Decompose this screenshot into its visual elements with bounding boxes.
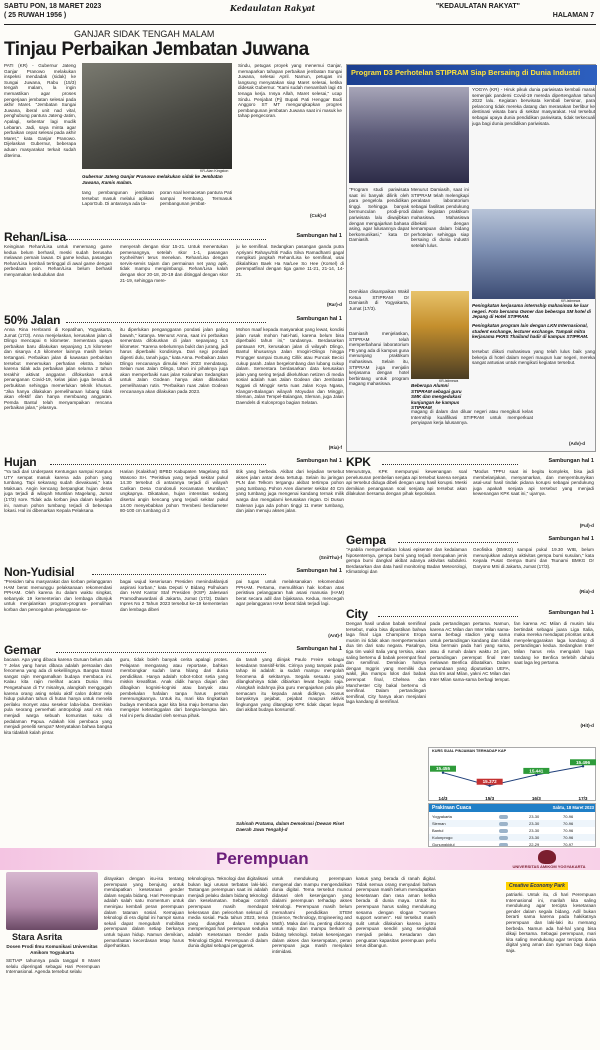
section-sign: (Ant)-f <box>328 633 342 638</box>
stipram-caption-3: Beberapa Alumni STIPRAM sebagai guru SMK dan mengedukasi kunjungan ke kampus STIPRAM <box>411 383 462 411</box>
stipram-caption-2: Peningkatan kerjasama internship mahasiswa ke luar negeri. Foto bersama Owner dan beberapa SM hotel di Jepang di Hotel STIPRAM. <box>472 303 591 320</box>
section-col1: bacaan. Apa yang dibaca karena Guruan belum ada ? Jelas yang harus dibaca adalah persoalan dan fenomena yang ada di sekelilingnya. Bangsa Barat sangat rajin mengamalkan budaya membaca ini. Kalau kita rajin melihat acara Dunia Ilmu Pengetahuan di TV misalnya, alangkah menggugah karena orang asing selalu aktif calon doktor rela hidup puluhan tahun di hutan hanya untuk meneliti perilaku monyet atau sesekor laba-laba. Demikian pula seorang pemerhati antropologi asal AS rela menjadi warga sebuah komunitas suku di pedalaman Papua. Adakah kini pembaca yang menjadi peneliti serupa? Menyatakan bahwa bangsa kita tidaklah kalah pintar. <box>4 657 112 735</box>
weather-humidity: 70-96 <box>563 828 574 833</box>
stipram-advertorial <box>346 64 596 452</box>
section-col2: bagai wujud keseriusan Presiden menindaklanjuti aspirasi korban," kata Deputi V Bidang Polhukam dan HAM Kantor Staf Presiden (KSP) Jaleswari Pramodhawardani di Jakarta, Jumat (17/3). Dalam Inpres No 2 Tahun 2023 tersebut ke-19 kementerian dan lembaga diberi <box>120 579 228 612</box>
section-col2: itu diperlukan penganggaran pondasi jalan paling bawah," katanya. Menurut Anna, saat ini perbaikan sementara difokuskan di jalan sepanjang 1,5 kilometer. "Karena sebelumnya bukit dan jurang, jadi harus diperbaiki kondisinya. Dari segi pondasi digenti dulu, tanah juga," kata Anna. Perbaikan Jalan Dlingo rencananya dimulai Mei 2023 mendatang. Selain ruas Jalan Dlingo, tahun ini pihaknya juga akan memperbaiki ruas jalan Kalurahan Sedangkan untuk Jalan Godean hanya akan dilakukan pemeliharaan rutin. "Perbaikan ruas Jalan Godean rencananya akan dilakukan pada 2023. <box>120 327 228 394</box>
section-50-jalan <box>4 313 344 453</box>
page-header <box>0 0 600 28</box>
section-col3: ju ke semifinal. Sedangkan pasangan ganda putra Apriyani Rahayu/Siti Fadia Silva Ramadhanti gagal mengikuti jangkah Rehan/Lisa ke semifinal, usai dikalahkan Baek Ha Na/Lee So Hee (Korsel) di perempatfinal dengan tiga game 11-21, 21-14, 14-21. <box>236 244 344 277</box>
section-col3: pai tugas untuk melaksanakan rekomendasi PPHAM. Pertama, memulihkan hak korban atas peristiwa pelanggaran hak asasi manusia (HAM) berat secara adil dan bijaksana. Kedua, mencegah agar pelanggaran HAM berat tidak terjadi lagi. <box>236 579 344 607</box>
weather-city: Kulonprogo <box>432 835 453 840</box>
section-col2: pada pertandingan pertama. Namun, karena AC Milan dan Inter Milan sama-sama berbagi stadion yang sama untuk pertandingan kandang dan tidak bisa bermain pada hari yang sama, atau di rumah dalam waktu 24 jam, pertandingan perempat final Inter melawan Benfica dibatalkan. Dalam penundaan yang diputuskan UEFA, dua tim asal Milan, yakni AC Milan dan Inter Milan sama-sama berbagi tempat. <box>430 621 510 682</box>
weather-city: Sleman <box>432 821 446 826</box>
section-col1: Anna Rina Herbranti di Kepatihan, Yogyakarta, Jumat (17/3). Anna menjelaskan, kerusakan jalan di Dlingo mencapai 6 kilometer. Sementara upaya perbaikan baru dilakukan sepanjang 1,5 kilometer dan sisanya 4,5 kilometer lainnya masih belum tertangani. Perbaikan jalan di kawasan perbukitan tersebut menemukan perhatian ekstra. Selain karena tidak ada perbaikan jalan selama 2 tahun terakhir aktivat anggaran difokuskan untuk penanganan Covid-19, kelas jalan juga berada di perbukitan sehingga memerlukan teknik khusus. "Jika hanya dilakukan pemeliharaan lubang tidak akan efektif dan hanya membuang anggaran. Pemda Bantul telah menyampaikan rencana perbaikan jalan," jelasnya. <box>4 327 112 411</box>
section-gemar <box>4 643 344 843</box>
author-name: Stara Asrita <box>12 932 63 942</box>
weather-temp: 22-29 <box>529 842 540 847</box>
stipram-right-col: tersebut diikuti mahasiswa yang telah lulus baik yang bekerja di hotel dalam negeri maupun luar negeri, mereka sangat antusias untuk mengikuti kegiatan tersebut. <box>472 349 595 366</box>
section-col1: Keinginan Rehan/Lisa untuk menemang game kedua belum berhasil, meski sudah berusaha melawan pemain lawan. Di game kedua, pasangan Rehan/Lisa kembali tertinggal di awal game dengan perbedaan poin. Rehan/Lisa belum berhasil menyamakan kedudukan dan <box>4 244 112 277</box>
section-title: Rehan/Lisa <box>4 230 67 244</box>
section-rehan-lisa <box>4 230 344 312</box>
section-col3: titik yang berbeda. Akibat dari kejadian tersebut akses jalan antar desa tertutup. Selain itu jaringan PLN dan Telkom tergangu akibat tertimpa pohon yang tumbang. Pohon Aren diameter sekitar 40 Cm yang tumbang juga mengenai kandang ternak milik warga dan mengalami kerusakan ringan. Di Dusun Dalenan juga ada pohon tinggi 11 meter tumbang, dan jalan menuju akses jalan. <box>236 469 344 514</box>
section-leader <box>50 464 266 465</box>
lead-col2: Sindu, petugas proyek yang menemui Ganjar, memaparkan tahapan perbaikan jembatan Sungai Juwana, selesai April. Namun, petugas ini langsung menyatakan siap Maret selesai, ketika didesak Gubernur. "Kami sudah menambah lagi 45 tenaga kerja. Insya Allah, Maret selesai," ucap Sindu. Penjabat (Pj) Bupati Pati Henggar Budi Anggoro ST MT mengungkapkan progres pembangunan jembatan Juwana saat ini masuk ke tahap pengecoran. <box>238 63 342 119</box>
perempuan-col6: patriarki. Untuk itu, di hari Perempuan Internasional ini, marilah kita saling mendukung agar tercipta kesetaraan gender dalam segala bidang. Adil bukan berarti sama karena pada hakikatnya perempuan dan laki-laki itu memang berbeda. Namun ada hal-hal yang bisa dikaji bersama. Sebagai perempuan, mari kita saling mendukung agar tercipta dunia digital yang aman dan nyaman bagi siapa saja. <box>506 892 596 953</box>
section-tag: Sambungan hal 1 <box>296 316 342 322</box>
section-col2: Harian (Kalakhar) BPBD Kabupaten Magelang Edi Wasono SH. "Peristiwa yang terjadi sekitar pukul 14.30 tersebut di antaranya terjadi di wilayah Carikan Desa Gondosuli Kecamatan Muntilan," ungkapnya. Dikatakan, hujan intensitas sedang disertai angin kencang yang terjadi sekitar pukul 14.00 menyebabkan pohon Trembesi berdiameter 80-100 cm tumbang di 3 <box>120 469 228 514</box>
stipram-title: Program D3 Perhotelan STIPRAM Siap Bersaing di Dunia Industri <box>351 68 581 77</box>
section-tag: Sambungan hal 1 <box>548 536 594 542</box>
stipram-banner <box>347 65 597 85</box>
stipram-credit-3: KR-Istimewa <box>439 379 459 383</box>
header-hijri: ( 25 RUWAH 1956 ) <box>4 12 67 19</box>
section-hujan <box>4 455 344 563</box>
section-col1: "Apabila memperhatikan lokasi episenter dan kedalaman hiposenternya, gempa bumi yang terjadi merupakan jenis gempa bumi dangkal akibat adanya aktivitas subduksi. Berdasarkan dan data hasil monitoring Badan Meteorologi, Klimatologi dan <box>346 547 467 575</box>
weather-cloud-icon <box>499 822 508 826</box>
stipram-caption-1: Peningkatan program lain dengan LKN Internasional, student exchange, lecturer exchange. Tampak mitra kerjasama PKRS Thailand hadir di kampus STIPRAM. <box>472 323 589 340</box>
section-col3: da tanah yang diinjak Paulo Freire sebagai kesadaran transitif-kritis. Cirinya yang tampak pada tahap ini adalah: ia sudah mampu mengolah fenomena di sekitarnya. Segala sesuatu yang dilangkahinya tidak dibiarkan lewat begitu saja. Alangkah indahnya jika guru mengajarkan pola pikir semacam itu kepada anak didiknya. Kasus banyaknya pejabat, pejabat maupun aktivis lingkungan yang ditangkap KPK tidak dapat lepas dari akibat budaya konsumtif. <box>236 657 344 713</box>
section-col1: "Presiden tahu masyarakat dan korban pelanggaran HAM berat memunggu pelaksanaan rekomendasi PPHAM. Oleh karena itu dalam waktu singkat, sebanyak 19 kementerian dan lembaga ditunjuk untuk menjalankan program-program pemulihan korban dan pencegahan pelanggaran se- <box>4 579 112 612</box>
section-leader <box>66 239 266 240</box>
section-title: 50% Jalan <box>4 313 61 327</box>
section-leader <box>378 616 518 617</box>
lead-under1: tang pembangunan jembatan tersebut masuk melalui aplikasi LaporGub. Di antaranya ada ta- <box>82 190 154 207</box>
weather-row <box>429 820 596 827</box>
weather-city: Yogyakarta <box>432 814 452 819</box>
section-sign: Sahinah Pratama, dalam Demokrasi (Dewan Riset Daerah Jawa Tengah)-d <box>236 821 344 832</box>
section-title: Non-Yudisial <box>4 565 75 579</box>
section-non-yudisial <box>4 565 344 641</box>
weather-panel <box>428 803 596 847</box>
weather-humidity: 70-96 <box>563 821 574 826</box>
weather-cloud-icon <box>499 836 508 840</box>
perempuan-ad-logo <box>500 850 596 880</box>
lead-article <box>4 29 344 229</box>
section-leader <box>398 542 518 543</box>
section-tag: Sambungan hal 1 <box>296 458 342 464</box>
section-leader <box>56 652 266 653</box>
header-rule <box>4 24 596 25</box>
section-title: City <box>346 607 368 621</box>
stipram-text5: Damiasih menjelaskan, STIPRAM telah memperbaharui laboratorium FB yang ada di kampus guna menunjang praktikum mahasiswa. Selain itu, STIPRAM juga menjalin kerjasama dengan hotel berbintang untuk program magang mahasiswa. <box>349 331 409 387</box>
header-page: HALAMAN 7 <box>552 12 594 19</box>
section-sign: (Hit)-d <box>580 723 594 728</box>
amikom-emblem-icon <box>538 850 556 864</box>
stipram-photo-2 <box>472 209 595 299</box>
perempuan-col2: dirayakan dengan isu-isu tentang perempuan yang berujung untuk mendapatkan kesetaraan gender dalam segala bidang. Hari Perempuan adalah salah satu momentum untuk meninjau kembali peran perempuan dalam tatanan sosial. Kemajuan teknologi di era digital ini hampir sama sekali dapat mengubah mobilitas perempuan dalam setiap berkarya untuk tujuan hidup. Namun demikian, pemanfaatan kecerdasan tetap harus diperhatikan. <box>104 876 184 949</box>
stipram-photo-3 <box>411 291 469 379</box>
weather-temp: 23-30 <box>529 821 540 826</box>
stipram-close: magang di dalam dan diluar negeri atau mengikuti kelas Internship kualifikasi STIPRAM untuk memperkuat penyiapan kerja lulusannya. <box>411 409 533 426</box>
section-title: Hujan <box>4 455 37 469</box>
kurs-point <box>582 765 584 767</box>
section-col2: menyerah dengan skor 15-21. Untuk menentukan pemenangnya, setelah skor 1-1, pasangan Kyohei/Neri terus menekan. Rehan/Lisa dengan servis-servis tajam dan permainan net yang apik, tidak mampu mengimbangi. Rehan/Lisa kalah dengan skor 20-18, 20-19 dan ditinggal dengan skor 21-19, sehingga mere- <box>120 244 228 283</box>
kurs-point <box>535 774 537 776</box>
section-col2: guru, tidak boleh banyak cerita apalagi protes. Pelajaran mengarang atau reportase, bahkan membongkar sudah lama hilang dari dunia pendidikan. Hanya adalah robot-robot setia yang miskin kreatifitas. Anak didik hanya diajari dan dibagikan kognisi-kognisi atau banyak atau pembekalan hafalan tanpa harus pernah merenungkannya. Untuk itu, mari kita tingkatkan budaya membaca agar kita bisa maju bersama dan mengejar ketertinggalan dari bangsa-bangsa lain. Hal ini perlu disadari oleh semua pihak. <box>120 657 228 718</box>
kurs-panel <box>428 747 596 801</box>
kurs-day-label: 16/3 <box>531 796 541 801</box>
section-kpk <box>346 455 596 531</box>
perempuan-col5: kasus yang berada di ranah digital. Tidak semua orang menyadari bahwa perempuan masih belum mendapatkan kesetaraan dan rasa aman ketika berada di dunia maya. Untuk itu perempuan harus saling mendukung sesama dengan slogan "women support women". Hal tersebut masih sulit untuk dilakukan karena justru perempuan sendiri yang seringkali menjadi pelaku. Kesadaran dan penguatan kapasitas perempuan perlu terus dibangun. <box>356 876 436 949</box>
kurs-value-label: 15.441 <box>529 768 544 774</box>
stipram-text1: YOGYA (KR) - Hiruk pikuk dunia pariwisata kembali marak semenjak pandemi Covid-19 mereda dipertengahan tahun 2022 lalu. Kegiatan berwisata kembali bersinar, para pelancong tidak mereka datang dan merasakan berlibur ke destinasi wisata baru di sekitar masyarakat. Hal tersebut sebagai upaya dunia pendidikan pariwisata, tidak terkecuali juga bagi dunia pendidikan pariwisata. <box>472 87 595 126</box>
kurs-chart <box>429 754 597 802</box>
section-sign: (Ria)-f <box>328 445 342 450</box>
lead-photo-credit: KR-Alan Kingston <box>200 169 229 173</box>
section-col1: Menurutnya, KPK mempunyai kewenangan soal penelusuran pembelian senjata api tersebut karena senjata api tersebut diduga dibeli dengan uang hasil korupsi. Meski demikian penanganan soal senjata api tersebut akan dilakukan bersama dengan pihak kepolisian. <box>346 469 467 497</box>
kurs-point <box>488 785 490 787</box>
stipram-text3: Menurut Damiasih, saat ini STIPRAM telah melengkapi peralatan laboratorium sebagai fasilitas pendukung dalam kegiatan praktikum mahasiswa. Mahasiswa dibekali dengan kemampuan dalam bidang perhotelan sehingga siap bersaing di dunia industri setelah lulus. <box>411 187 469 248</box>
weather-humidity: 70-96 <box>563 835 574 840</box>
kurs-day-label: 15/3 <box>485 796 495 801</box>
section-tag: Sambungan hal 1 <box>296 568 342 574</box>
section-leader <box>92 574 266 575</box>
section-tag: Sambungan hal 1 <box>296 646 342 652</box>
weather-city: Bantul <box>432 828 444 833</box>
stipram-credit-2: KR-Istimewa <box>561 299 581 303</box>
section-sign: (Ria)-d <box>579 589 594 594</box>
section-col1: Dengan hasil undian babak semifinal tersebut, maka bisa dipastikan bahwa laga final Liga Champions Eropa musim ini tidak akan mempertemukan dua tim dari satu negara. Pasalnya, tiga tim wakil Italia yang tersisa, akan saling bertemu di babak perempat final dan semifinal. Demikian halnya dengan Inggris yang memiliki dua wakil, jika mampu lolos dari babak perempat final, Chelsea dan Manchester City bakal bertemu di semifinal. Dalam pertandingan semifinal, City hanya akan menjalani laga kandang di semifinal. <box>346 621 426 705</box>
perempuan-section <box>0 848 600 1050</box>
header-tagline: "KEDAULATAN RAKYAT" <box>435 3 520 10</box>
lead-photo <box>82 63 232 169</box>
stipram-text4: Demikian disampaikan Wakil Ketua STIPRAM Dr Damiasih di Yogyakarta, Jumat (17/3). <box>349 289 409 311</box>
perempuan-title: Perempuan <box>216 849 309 868</box>
lead-title: Tinjau Perbaikan Jembatan Juwana <box>4 39 309 60</box>
section-sign: (Rar)-d <box>326 302 342 307</box>
kurs-day-label: 17/3 <box>578 796 588 801</box>
stipram-text2: "Program studi pariwisata saat ini banyak dilirik oleh para pengelola pendidikan tinggi. Sehingga banyak bermunculan prodi-prodi pariwisata lalu diwajibkan dengan mengajarkan bahasa asing, agar lulusannya dapat berkomunikasi," kata Dr Damiasih. <box>349 187 409 243</box>
kurs-day-label: 14/3 <box>438 796 448 801</box>
section-tag: Sambungan hal 1 <box>548 458 594 464</box>
section-sign: (Ful)-d <box>579 523 594 528</box>
section-col2: Geofisika (BMKG) sampai pukul 19.30 WIB, belum menunjukkan adanya aktivitas gempa bumi susulan," kata Kepala Pusat Gempa Bumi dan Tsunami BMKG Dr Daryono MSi di Jakarta, Jumat (17/3). <box>473 547 594 569</box>
section-col3: fan karena AC Milan di musim lalu bertindak sebagai juara Liga Italia, maka mereka mendapat prioritas untuk menyelenggarakan laga kandang di pertandingan kedua. Sedangkan Inter Milan harus rela mengalah laga tandang ke Benfica terlebih dahulu saat laga leg pertama. <box>514 621 594 666</box>
weather-humidity: 70-96 <box>563 814 574 819</box>
weather-row <box>429 827 596 834</box>
weather-row <box>429 813 596 820</box>
amikom-title: UNIVERSITAS AMIKOM YOGYAKARTA <box>512 864 586 869</box>
weather-cloud-icon <box>499 843 508 847</box>
perempuan-col3: teknologinya. Teknologi dan digitalisasi bukan lagi urusan terbatas laki-laki. Tantangan perempuan saat ini adalah menjadi pelaku dalam bidang teknologi dan keselamatan. Sebagai contoh perempuan masih mendapat kekerasan dan pelecehan seksual di media sosial. Pada tahun 2023, tema yang diangkat dalam rangka memperingati hari perempuan sedunia adalah Kesetaraan Gender pada Teknologi Digital. Perempuan di dalam dunia digital sebagai penggerak. <box>188 876 268 949</box>
weather-header <box>429 804 596 812</box>
stipram-photo-1 <box>349 87 469 183</box>
perempuan-intro: SETIAP tahunnya pada tanggal 8 Maret selalu diperingati sebagai Hari Perempuan Internasional. Agenda tersebut selalu <box>6 958 100 975</box>
section-leader <box>382 464 518 465</box>
section-city <box>346 607 596 759</box>
weather-city: Gunungkidul <box>432 842 455 847</box>
section-leader <box>66 322 266 323</box>
section-gempa <box>346 533 596 605</box>
weather-row <box>429 834 596 841</box>
kurs-title: KURS SUAL PINJAMAN TERHADAP KAP <box>432 749 507 753</box>
section-title: Gemar <box>4 643 42 657</box>
kurs-point <box>442 772 444 774</box>
header-date: SABTU PON, 18 MARET 2023 <box>4 3 102 10</box>
section-tag: Sambungan hal 1 <box>548 610 594 616</box>
weather-table <box>429 813 596 847</box>
lead-sign: (Cuk)-d <box>310 213 327 218</box>
section-sign: (Sni/Tha)-f <box>319 555 342 560</box>
kurs-value-label: 15.496 <box>575 759 591 765</box>
weather-cloud-icon <box>499 829 508 833</box>
author-role: Dosen Prodi Ilmu Komunikasi Universitas Amikom Yogyakarta <box>6 944 98 955</box>
section-tag: Sambungan hal 1 <box>296 233 342 239</box>
kurs-line <box>443 766 583 785</box>
lead-kicker: GANJAR SIDAK TENGAH MALAM <box>74 29 215 39</box>
weather-row <box>429 841 596 847</box>
lead-under2: poran soal kemacetan pantura Pati sampai Rembang. Termasuk pembangunan jembat- <box>160 190 232 207</box>
weather-temp: 23-30 <box>529 835 540 840</box>
weather-temp: 23-30 <box>529 828 540 833</box>
lead-caption: Gubernur Jateng Ganjar Pranowo melakukan sidak ke Jembatan Juwana, Kamis malam. <box>82 174 223 185</box>
kurs-value-label: 15.372 <box>482 779 497 785</box>
stipram-sign: (Adv)-d <box>569 441 586 446</box>
amikom-tagline: Creative Economy Park <box>506 882 568 890</box>
section-col2: "Modus TPPU saat ini begitu kompleks, bisa jadi membelanjakan, menyamarkan, dan menyembunyikan asal-usul hasil tindak pidana korupsi sebagai pendukung juga apakah senjata api tersebut yang menjadi kewenangan KPK saat ini," ujarnya. <box>473 469 594 497</box>
lead-col1: PATI (KR) - Gubernur Jateng Ganjar Pranowo melakukan inspeksi mendadak (sidak) ke Sungai Juwana, Rabu (15/3) tengah malam, la ingin memastikan agar proses pengerjaan jembatan selesai pada akhir Maret. "Jembatan Sungai Juwana, iberal unit nad vital, penghubung pantura Jateng-Jatim, Apalagi, sebentar lagi mudik Lebaran. Jadi, saya minta agar perbaikan cepat selesai pada akhir Maret," kata Ganjar Pranowo. Dijelaskan Gubernur, beberapa aduan masyarakat terkait sudah diterima. <box>4 63 76 158</box>
perempuan-col4: untuk mendukung perempuan mengenal dan mampu mengendalikan dunia digital. Tema tersebut muncul didasari oleh kesenjangan yang dialami perempuan terhadap akses teknologi. Perempuan masih belum memahami pendidikan STEM (Science, Technology, Engineering and Math). Maka dari itu, penting didorong untuk maju dan mampu berkarir di bidang teknologi. Selain kesenjangan dalam akses dan kesempatan, peran perempuan juga masih menjalani intimidasi. <box>272 876 352 954</box>
section-col1: "Ya tadi dari Underpass Kentungan sampai Kampus UTY sempat masuk karena ada pohon yang tumbang. Tapi sekarang sudah dievakuasi," kata Makruan. Angin kencang berpangkat hujan deras juga terjadi di wilayah Muntilan Magelang, Jumat (17/3) sore. Tidak ada korban jiwa dalam kejadian ini, namun pohon tumbang terjadi di beberapa lokasi. Hal ini dibenarkan Kepala Pelaksana <box>4 469 112 514</box>
section-title: Gempa <box>346 533 386 547</box>
section-col3: Mohon maaf kepada masyarakat yang lewat, kondisi jalan rusak mohon hati-hati, karena belum bisa diperbaiki tahun ini," tandasnya. Berdasarkan pantauan KR, kerusakan jalan di wilayah Dlingo, Bantul khususnya Jalan Imogiri-Dlingo hingga Prongger sampai Gunung Cillik atau Puncak Becici cukup parah. Jalan bergelombang dan lubang cukup dalam. Sementara berdasarkan data kerusakan jalan yang sering terjadi dikeluhkan netizen di media sosial adalah ruas Jalan Godean dan Jembatan Nggasi di Minggir serta ruas Jalan Koya Ngasa, Klangon-Balangan wilayah Moyudan dan Minggir, Sleman, Jalan Tempel-Balangan, Sleman, juga Jalan Daendels di Kulonprogo bagian Selatan. <box>236 327 344 405</box>
kurs-value-label: 15.455 <box>435 766 451 772</box>
weather-humidity: 70-97 <box>563 842 574 847</box>
weather-cloud-icon <box>499 815 508 819</box>
weather-title: Prakiraan Cuaca <box>432 804 472 811</box>
weather-temp: 23-30 <box>529 814 540 819</box>
author-photo <box>6 872 98 930</box>
weather-date: Sabtu, 18 Maret 2023 <box>552 805 594 810</box>
section-title: KPK <box>346 455 371 469</box>
masthead: Kedaulatan Rakyat <box>230 3 316 13</box>
